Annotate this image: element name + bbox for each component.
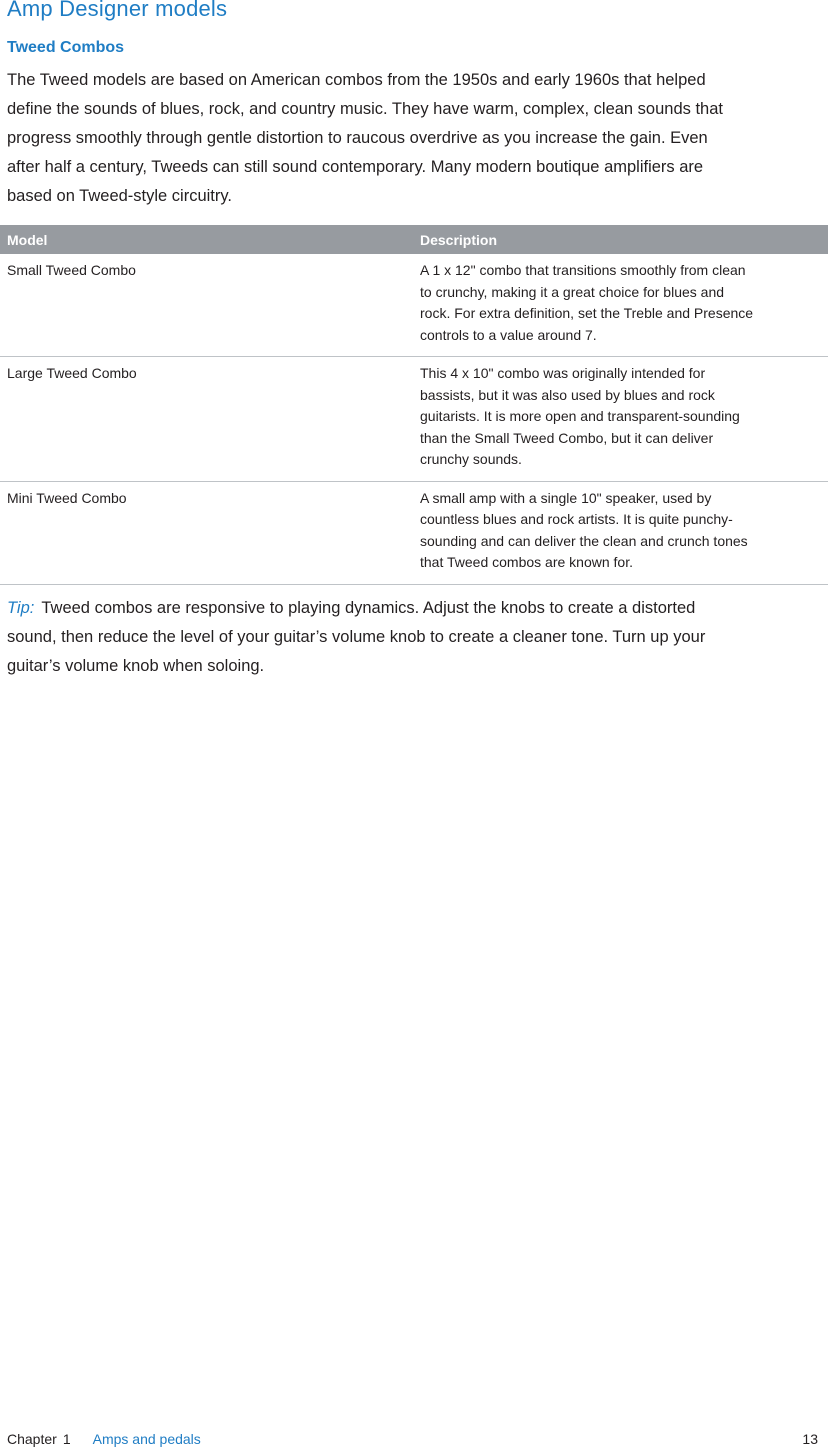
page-number: 13	[802, 1431, 818, 1447]
description-line: This 4 x 10" combo was originally intended for	[420, 365, 706, 381]
model-description	[408, 254, 828, 357]
model-description	[408, 357, 828, 482]
tip-line: sound, then reduce the level of your guitar’s volume knob to create a cleaner tone. Turn up your	[7, 628, 706, 646]
intro-line: deﬁne the sounds of blues, rock, and country music. They have warm, complex, clean sounds that	[7, 100, 723, 118]
chapter-name-link[interactable]: Amps and pedals	[92, 1431, 201, 1447]
description-line: countless blues and rock artists. It is quite punchy-	[420, 511, 733, 527]
table-row	[0, 481, 828, 584]
intro-line: progress smoothly through gentle distortion to raucous overdrive as you increase the gain. Even	[7, 129, 708, 147]
page-footer	[7, 1431, 818, 1451]
tip-line: guitar’s volume knob when soloing.	[7, 657, 265, 675]
models-table	[0, 225, 828, 585]
description-line: controls to a value around 7.	[420, 326, 597, 343]
subsection-title: Tweed Combos	[7, 39, 125, 56]
intro-line: The Tweed models are based on American combos from the 1950s and early 1960s that helped	[7, 71, 706, 89]
model-name: Small Tweed Combo	[0, 254, 408, 357]
description-line: bassists, but it was also used by blues and rock	[420, 386, 715, 403]
tip-text: Tweed combos are responsive to playing dynamics. Adjust the knobs to create a distorted	[41, 599, 696, 617]
description-line: than the Small Tweed Combo, but it can deliver	[420, 429, 714, 446]
model-column-header: Model	[0, 225, 408, 254]
description-line: sounding and can deliver the clean and crunch tones	[420, 532, 748, 549]
description-line: crunchy sounds.	[420, 451, 522, 467]
table-row	[0, 357, 828, 482]
description-line: A 1 x 12" combo that transitions smoothly from clean	[420, 262, 746, 278]
intro-paragraph	[7, 66, 828, 211]
description-line: guitarists. It is more open and transparent-sounding	[420, 408, 740, 424]
tip-paragraph	[7, 594, 828, 681]
section-title: Amp Designer models	[7, 0, 228, 21]
chapter-number: 1	[62, 1431, 71, 1447]
description-line: that Tweed combos are known for.	[420, 554, 633, 570]
table-header-row	[0, 225, 828, 254]
model-description	[408, 481, 828, 584]
tip-line	[7, 594, 828, 623]
tip-label: Tip:	[7, 599, 35, 617]
table-row	[0, 254, 828, 357]
model-name: Large Tweed Combo	[0, 357, 408, 482]
intro-line: after half a century, Tweeds can still sound contemporary. Many modern boutique ampliﬁers are	[7, 158, 704, 176]
model-name: Mini Tweed Combo	[0, 481, 408, 584]
description-line: A small amp with a single 10" speaker, used by	[420, 489, 712, 506]
description-line: rock. For extra deﬁnition, set the Treble and Presence	[420, 305, 754, 321]
intro-line: based on Tweed-style circuitry.	[7, 187, 232, 205]
description-line: to crunchy, making it a great choice for blues and	[420, 283, 725, 300]
description-column-header: Description	[408, 225, 828, 254]
chapter-label: Chapter	[7, 1431, 57, 1447]
